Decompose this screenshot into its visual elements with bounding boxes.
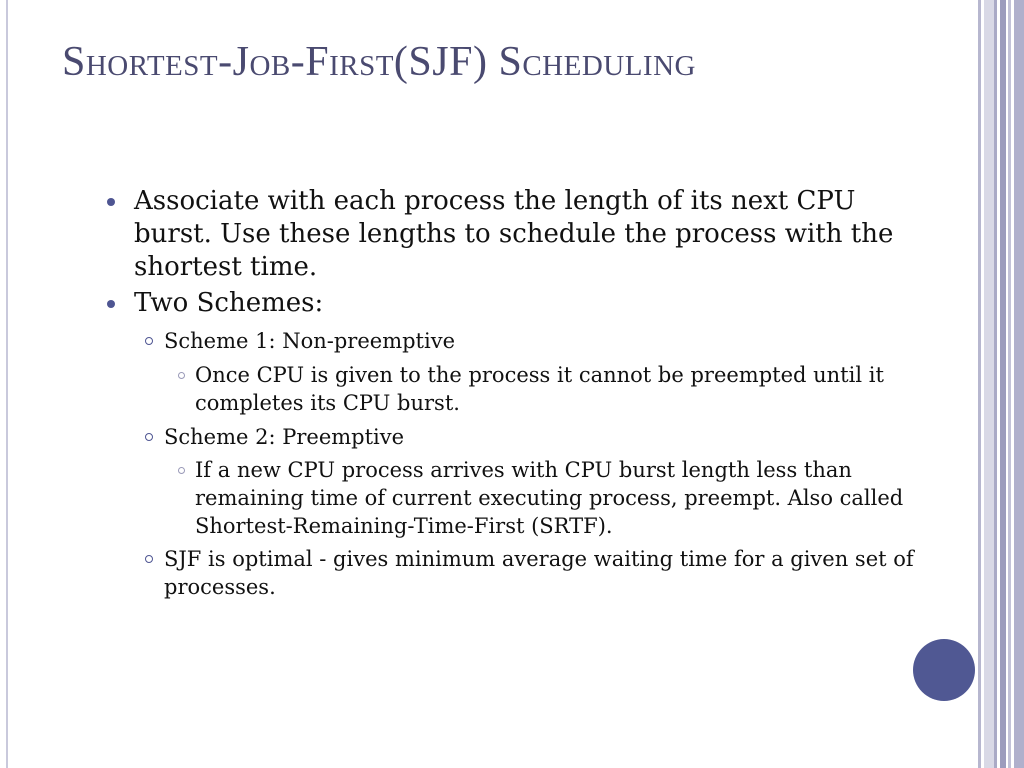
sub-bullet-sjf-optimal: SJF is optimal - gives minimum average waiting time for a given set of processes. (164, 545, 954, 601)
sub-bullet-scheme-1: Scheme 1: Non-preemptive (164, 327, 954, 355)
bullet-two-schemes: Two Schemes: (134, 287, 934, 320)
decorative-circle (913, 639, 975, 701)
decorative-stripe (1014, 0, 1024, 768)
detail-bullet-preemptive: If a new CPU process arrives with CPU burst length less than remaining time of current executing process, preempt. Also called Shortest-Remaining-Time-First (SRTF). (195, 456, 965, 540)
decorative-stripe (984, 0, 994, 768)
bullet-associate-burst: Associate with each process the length of its next CPU burst. Use these lengths to schedule the process with the shortest time. (134, 185, 934, 284)
decorative-stripe (1000, 0, 1006, 768)
decorative-stripe (978, 0, 981, 768)
sub-bullet-scheme-2: Scheme 2: Preemptive (164, 423, 954, 451)
slide-title: Shortest-Job-First(SJF) Scheduling (62, 39, 696, 85)
left-border-rule (6, 0, 8, 768)
decorative-stripe (994, 0, 997, 768)
decorative-stripe (1008, 0, 1011, 768)
detail-bullet-non-preemptive: Once CPU is given to the process it cannot be preempted until it completes its CPU burst. (195, 361, 965, 417)
